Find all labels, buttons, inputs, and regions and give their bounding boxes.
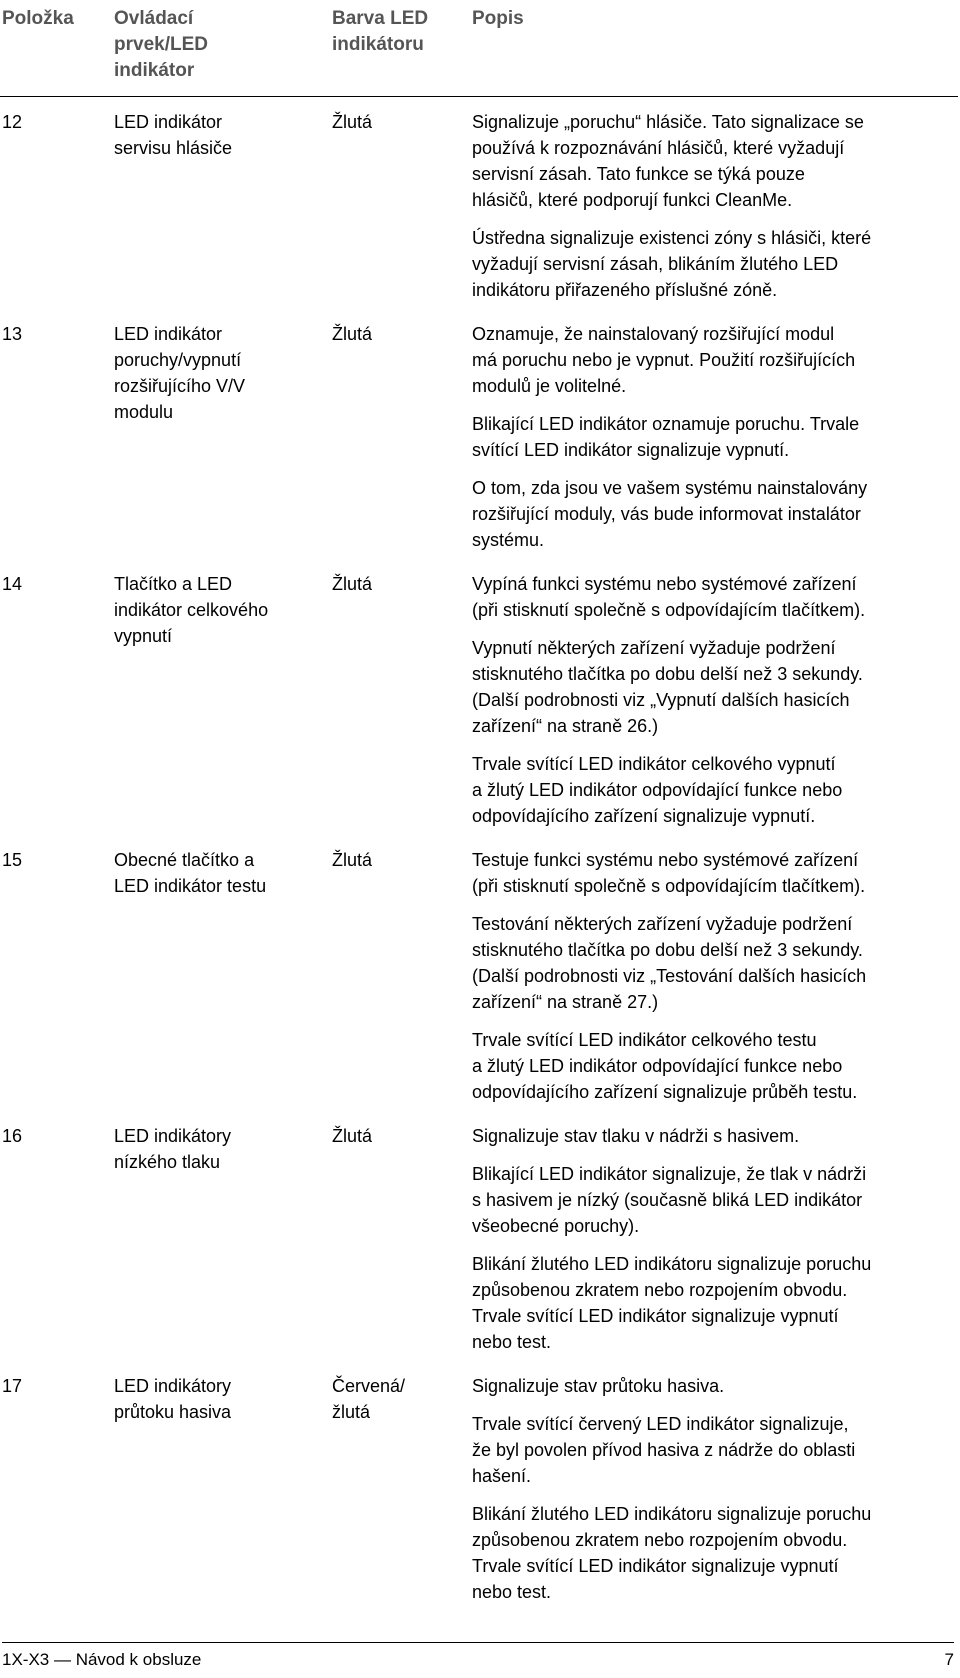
header-control: Ovládací prvek/LED indikátor xyxy=(110,0,328,97)
row-number: 17 xyxy=(2,1376,23,1396)
row-control: Tlačítko a LED indikátor celkového vypnutí xyxy=(114,574,269,646)
row-color: Červená/ žlutá xyxy=(332,1376,406,1422)
row-description xyxy=(468,1111,958,1361)
table-row-13 xyxy=(0,309,958,559)
table-row-14 xyxy=(0,559,958,835)
table-row-15 xyxy=(0,835,958,1111)
row-description xyxy=(468,835,958,1111)
row-color: Žlutá xyxy=(332,324,373,344)
table-row-12 xyxy=(0,97,958,310)
description-paragraph: Trvale svítící LED indikátor celkového testu a žlutý LED indikátor odpovídající funkce nebo odpovídajícího zařízení signalizuje průběh testu. xyxy=(472,1030,858,1102)
description-paragraph: O tom, zda jsou ve vašem systému nainstalovány rozšiřující moduly, vás bude informovat instalátor systému. xyxy=(472,478,868,550)
description-paragraph: Blikající LED indikátor signalizuje, že tlak v nádrži s hasivem je nízký (současně bliká LED indikátor všeobecné poruchy). xyxy=(472,1164,867,1236)
row-number: 14 xyxy=(2,574,23,594)
row-number: 13 xyxy=(2,324,23,344)
description-paragraph: Oznamuje, že nainstalovaný rozšiřující modul má poruchu nebo je vypnut. Použití rozšiřujících modulů je volitelné. xyxy=(472,324,856,396)
table-row-16 xyxy=(0,1111,958,1361)
description-paragraph: Vypnutí některých zařízení vyžaduje podržení stisknutého tlačítka po dobu delší než 3 sekundy. (Další podrobnosti viz „Vypnutí dalších hasicích zařízení“ na straně 26.) xyxy=(472,638,863,736)
row-control: LED indikátory nízkého tlaku xyxy=(114,1126,232,1172)
row-description xyxy=(468,1361,958,1611)
table-header-row xyxy=(0,0,958,97)
row-number: 16 xyxy=(2,1126,23,1146)
description-paragraph: Trvale svítící červený LED indikátor signalizuje, že byl povolen přívod hasiva z nádrže do oblasti hašení. xyxy=(472,1414,856,1486)
description-paragraph: Vypíná funkci systému nebo systémové zařízení (při stisknutí společně s odpovídajícím tlačítkem). xyxy=(472,574,866,620)
row-control: LED indikátor servisu hlásiče xyxy=(114,112,233,158)
row-color: Žlutá xyxy=(332,850,373,870)
row-number: 15 xyxy=(2,850,23,870)
description-paragraph: Testování některých zařízení vyžaduje podržení stisknutého tlačítka po dobu delší než 3 sekundy. (Další podrobnosti viz „Testování dalších hasicích zařízení“ na straně 27.) xyxy=(472,914,867,1012)
description-paragraph: Blikání žlutého LED indikátoru signalizuje poruchu způsobenou zkratem nebo rozpojením obvodu. Trvale svítící LED indikátor signalizuje vypnutí nebo test. xyxy=(472,1254,872,1352)
table-row-17 xyxy=(0,1361,958,1611)
page-footer xyxy=(2,1642,954,1669)
description-paragraph: Blikání žlutého LED indikátoru signalizuje poruchu způsobenou zkratem nebo rozpojením obvodu. Trvale svítící LED indikátor signalizuje vypnutí nebo test. xyxy=(472,1504,872,1602)
description-paragraph: Trvale svítící LED indikátor celkového vypnutí a žlutý LED indikátor odpovídající funkce nebo odpovídajícího zařízení signalizuje vypnutí. xyxy=(472,754,843,826)
row-description xyxy=(468,97,958,310)
description-paragraph: Ústředna signalizuje existenci zóny s hlásiči, které vyžadují servisní zásah, blikáním žlutého LED indikátoru přiřazeného příslušné zóně. xyxy=(472,228,872,300)
description-paragraph: Signalizuje „poruchu“ hlásiče. Tato signalizace se používá k rozpoznávání hlásičů, které vyžadují servisní zásah. Tato funkce se týká pouze hlásičů, které podporují funkci CleanMe. xyxy=(472,112,864,210)
footer-document-title: 1X-X3 — Návod k obsluze xyxy=(2,1650,202,1669)
row-number: 12 xyxy=(2,112,23,132)
header-description: Popis xyxy=(468,0,958,97)
row-color: Žlutá xyxy=(332,112,373,132)
row-description xyxy=(468,559,958,835)
footer-page-number: 7 xyxy=(944,1650,954,1669)
row-control: LED indikátor poruchy/vypnutí rozšiřujícího V/V modulu xyxy=(114,324,246,422)
description-paragraph: Testuje funkci systému nebo systémové zařízení (při stisknutí společně s odpovídajícím tlačítkem). xyxy=(472,850,866,896)
row-control: LED indikátory průtoku hasiva xyxy=(114,1376,232,1422)
description-paragraph: Signalizuje stav tlaku v nádrži s hasivem. xyxy=(472,1126,800,1146)
row-color: Žlutá xyxy=(332,574,373,594)
description-paragraph: Blikající LED indikátor oznamuje poruchu. Trvale svítící LED indikátor signalizuje vypnutí. xyxy=(472,414,860,460)
header-color: Barva LED indikátoru xyxy=(328,0,468,97)
row-control: Obecné tlačítko a LED indikátor testu xyxy=(114,850,267,896)
description-paragraph: Signalizuje stav průtoku hasiva. xyxy=(472,1376,725,1396)
row-color: Žlutá xyxy=(332,1126,373,1146)
row-description xyxy=(468,309,958,559)
header-item: Položka xyxy=(0,0,110,97)
